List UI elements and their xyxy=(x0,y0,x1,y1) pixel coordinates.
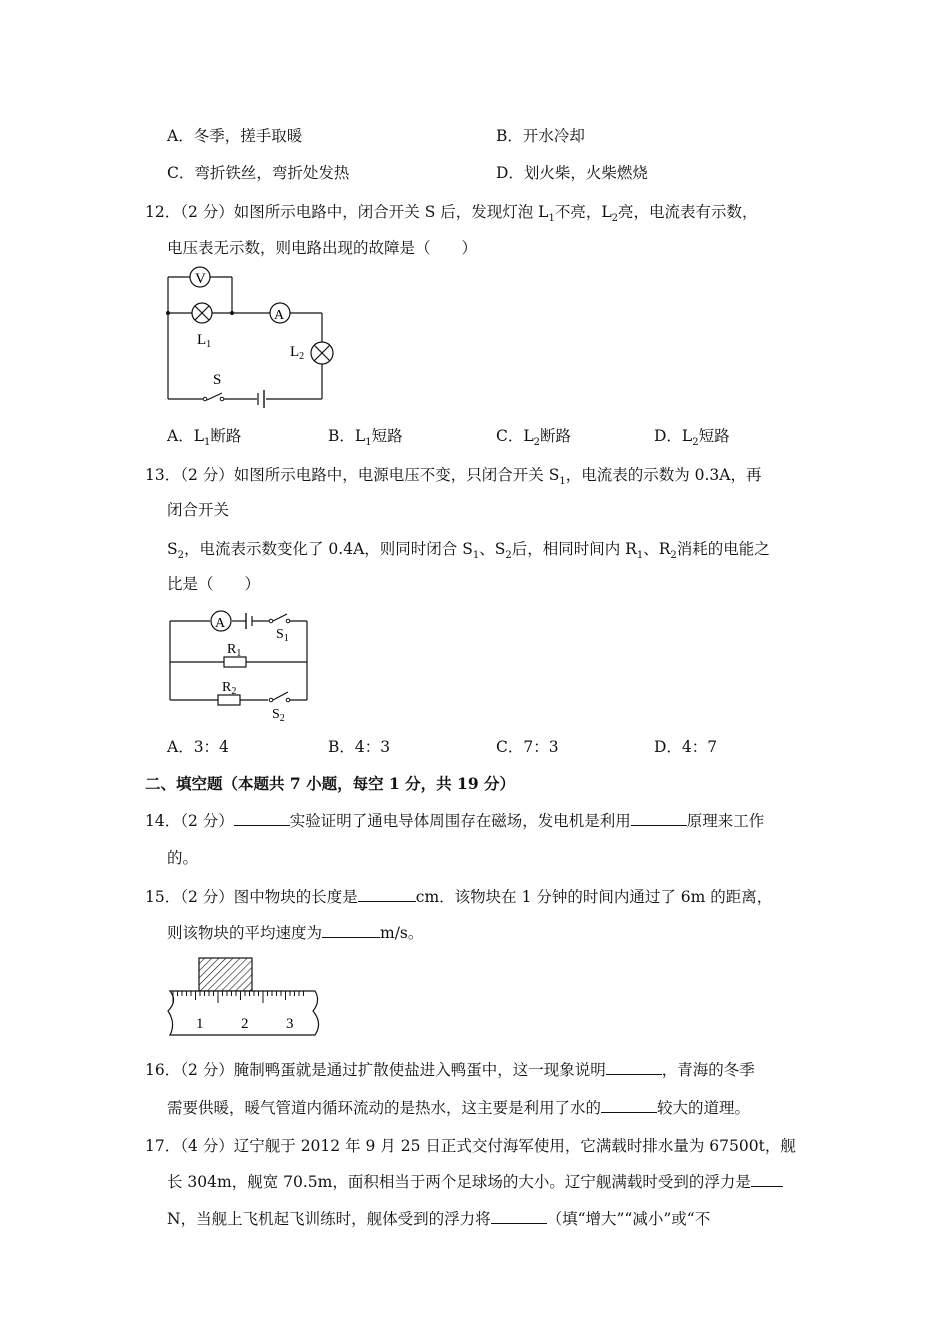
q11-option-c: C．弯折铁丝，弯折处发热 xyxy=(167,164,350,182)
q12-circuit-diagram xyxy=(160,262,340,412)
resistor-r2-label: $R_2$ xyxy=(222,680,237,697)
answer-blank[interactable] xyxy=(601,1097,657,1113)
ammeter-label: A xyxy=(215,616,226,631)
answer-blank[interactable] xyxy=(358,886,416,902)
q11-option-d: D．划火柴，火柴燃烧 xyxy=(496,164,648,182)
answer-blank[interactable] xyxy=(606,1059,662,1075)
answer-blank[interactable] xyxy=(322,922,380,938)
q13-circuit-diagram xyxy=(160,600,320,725)
q13-stem-line4: 比是（ ） xyxy=(167,575,261,593)
section-heading: 二、填空题（本题共 7 小题，每空 1 分，共 19 分） xyxy=(145,774,516,793)
q13-option-b: B．4：3 xyxy=(328,738,391,756)
q12-option-a: A．$L_1$断路 xyxy=(167,427,242,449)
q12-option-d: D．$L_2$短路 xyxy=(654,427,730,449)
q13-option-c: C．7：3 xyxy=(496,738,559,756)
ruler-tick-label: 2 xyxy=(241,1016,249,1032)
answer-blank[interactable] xyxy=(234,810,290,826)
q16-stem: 16．（2 分）腌制鸭蛋就是通过扩散使盐进入鸭蛋中，这一现象说明 ，青海的冬季 xyxy=(145,1061,755,1079)
junction-dot xyxy=(230,311,234,315)
lamp-l1-label: $L_1$ xyxy=(197,332,212,350)
q14-stem: 14．（2 分） 实验证明了通电导体周围存在磁场，发电机是利用 原理来工作 xyxy=(145,812,765,830)
q15-stem-line2: 则该物块的平均速度为 m/s。 xyxy=(167,924,424,942)
q11-option-a: A．冬季，搓手取暖 xyxy=(167,127,303,145)
junction-dot xyxy=(166,311,170,315)
ammeter-label: A xyxy=(274,308,285,323)
q12-stem: 12．（2 分）如图所示电路中，闭合开关 S 后，发现灯泡 $L_1$不亮，$L_2$亮，电流表有示数， xyxy=(145,203,758,225)
answer-blank[interactable] xyxy=(491,1208,547,1224)
q12-option-c: C．$L_2$断路 xyxy=(496,427,572,449)
answer-blank[interactable] xyxy=(751,1171,783,1187)
q16-stem-line2: 需要供暖，暖气管道内循环流动的是热水，这主要是利用了水的 较大的道理。 xyxy=(167,1099,751,1117)
q15-stem: 15．（2 分）图中物块的长度是 cm．该物块在 1 分钟的时间内通过了 6m 的距离， xyxy=(145,888,773,906)
q13-option-d: D．4：7 xyxy=(654,738,718,756)
q12-option-b: B．$L_1$短路 xyxy=(328,427,403,449)
q13-stem: 13．（2 分）如图所示电路中，电源电压不变，只闭合开关 $S_1$，电流表的示数为 0.3A，再 xyxy=(145,466,762,488)
switch-s-label: S xyxy=(213,372,222,388)
q17-stem: 17．（4 分）辽宁舰于 2012 年 9 月 25 日正式交付海军使用，它满载时排水量为 67500t，舰 xyxy=(145,1137,796,1155)
switch-s1-label: $S_1$ xyxy=(276,627,289,644)
q12-stem-line2: 电压表无示数，则电路出现的故障是（ ） xyxy=(167,239,478,257)
answer-blank[interactable] xyxy=(631,810,687,826)
ruler-tick-label: 3 xyxy=(286,1016,294,1032)
ruler-tick-label: 1 xyxy=(196,1016,204,1032)
q13-stem-line3: $S_2$，电流表示数变化了 0.4A，则同时闭合 $S_1$、$S_2$后，相同时间内 $R_1$、$R_2$消耗的电能之 xyxy=(167,540,770,562)
q17-stem-line3: N，当舰上飞机起飞训练时，舰体受到的浮力将 （填“增大”“减小”或“不 xyxy=(167,1210,711,1228)
block xyxy=(199,958,252,991)
voltmeter-label: V xyxy=(195,271,206,287)
switch-s2-label: $S_2$ xyxy=(272,707,285,724)
lamp-l2-label: $L_2$ xyxy=(290,344,305,362)
q13-option-a: A．3：4 xyxy=(167,738,229,756)
q14-stem-line2: 的。 xyxy=(167,849,199,867)
q11-option-b: B．开水冷却 xyxy=(496,127,585,145)
q13-stem-line2: 闭合开关 xyxy=(167,501,230,519)
resistor-r1-label: $R_1$ xyxy=(227,642,242,659)
q17-stem-line2: 长 304m，舰宽 70.5m，面积相当于两个足球场的大小。辽宁舰满载时受到的浮力是 xyxy=(167,1170,783,1192)
ruler-figure xyxy=(165,955,325,1040)
